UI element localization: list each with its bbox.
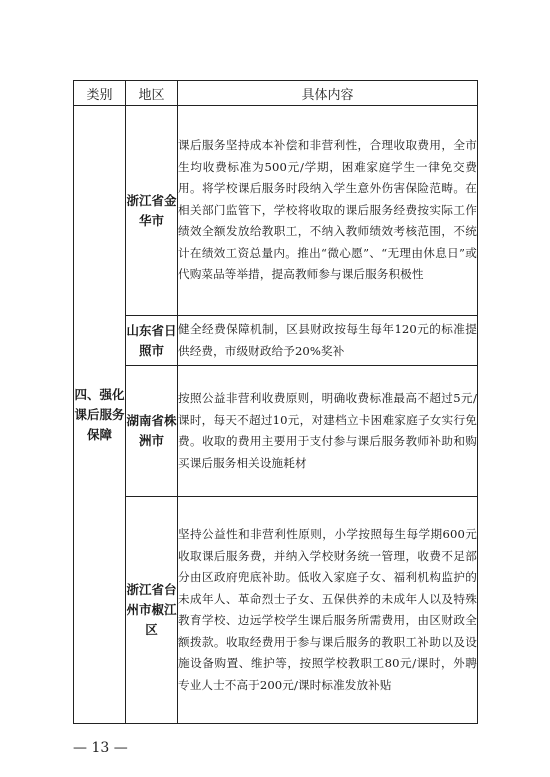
header-region: 地区 — [126, 81, 178, 106]
header-content: 具体内容 — [178, 81, 478, 106]
table-row — [74, 366, 478, 497]
region-cell: 山东省日照市 — [126, 316, 178, 366]
category-cell: 四、强化课后服务保障 — [74, 106, 126, 724]
content-cell: 按照公益非营利收费原则，明确收费标准最高不超过5元/课时，每天不超过10元，对建档立卡困难家庭子女实行免费。收取的费用主要用于支付参与课后服务教师补助和购买课后服务相关设施耗材 — [178, 366, 478, 497]
table-row — [74, 497, 478, 724]
policy-table — [73, 80, 478, 724]
region-cell: 浙江省金华市 — [126, 106, 178, 316]
header-category: 类别 — [74, 81, 126, 106]
region-cell: 浙江省台州市椒江区 — [126, 497, 178, 724]
table-header-row — [74, 81, 478, 106]
region-cell: 湖南省株洲市 — [126, 366, 178, 497]
content-cell: 课后服务坚持成本补偿和非营利性，合理收取费用，全市生均收费标准为500元/学期，困难家庭学生一律免交费用。将学校课后服务时段纳入学生意外伤害保险范畴。在相关部门监管下，学校将收取的课后服务经费按实际工作绩效全额发放给教职工，不纳入教师绩效考核范围，不统计在绩效工资总量内。推出“微心愿”、“无理由休息日”或代购菜品等举措，提高教师参与课后服务积极性 — [178, 106, 478, 316]
table-row — [74, 316, 478, 366]
page-number: — 13 — — [73, 740, 128, 756]
content-cell: 坚持公益性和非营利性原则，小学按照每生每学期600元收取课后服务费，并纳入学校财务统一管理，收费不足部分由区政府兜底补助。低收入家庭子女、福利机构监护的未成年人、革命烈士子女、五保供养的未成年人以及特殊教育学校、边远学校学生课后服务所需费用，由区财政全额拨款。收取经费用于参与课后服务的教职工补助以及设施设备购置、维护等，按照学校教职工80元/课时，外聘专业人士不高于200元/课时标准发放补贴 — [178, 497, 478, 724]
table-row — [74, 106, 478, 316]
content-cell: 健全经费保障机制，区县财政按每生每年120元的标准提供经费，市级财政给予20%奖补 — [178, 316, 478, 366]
